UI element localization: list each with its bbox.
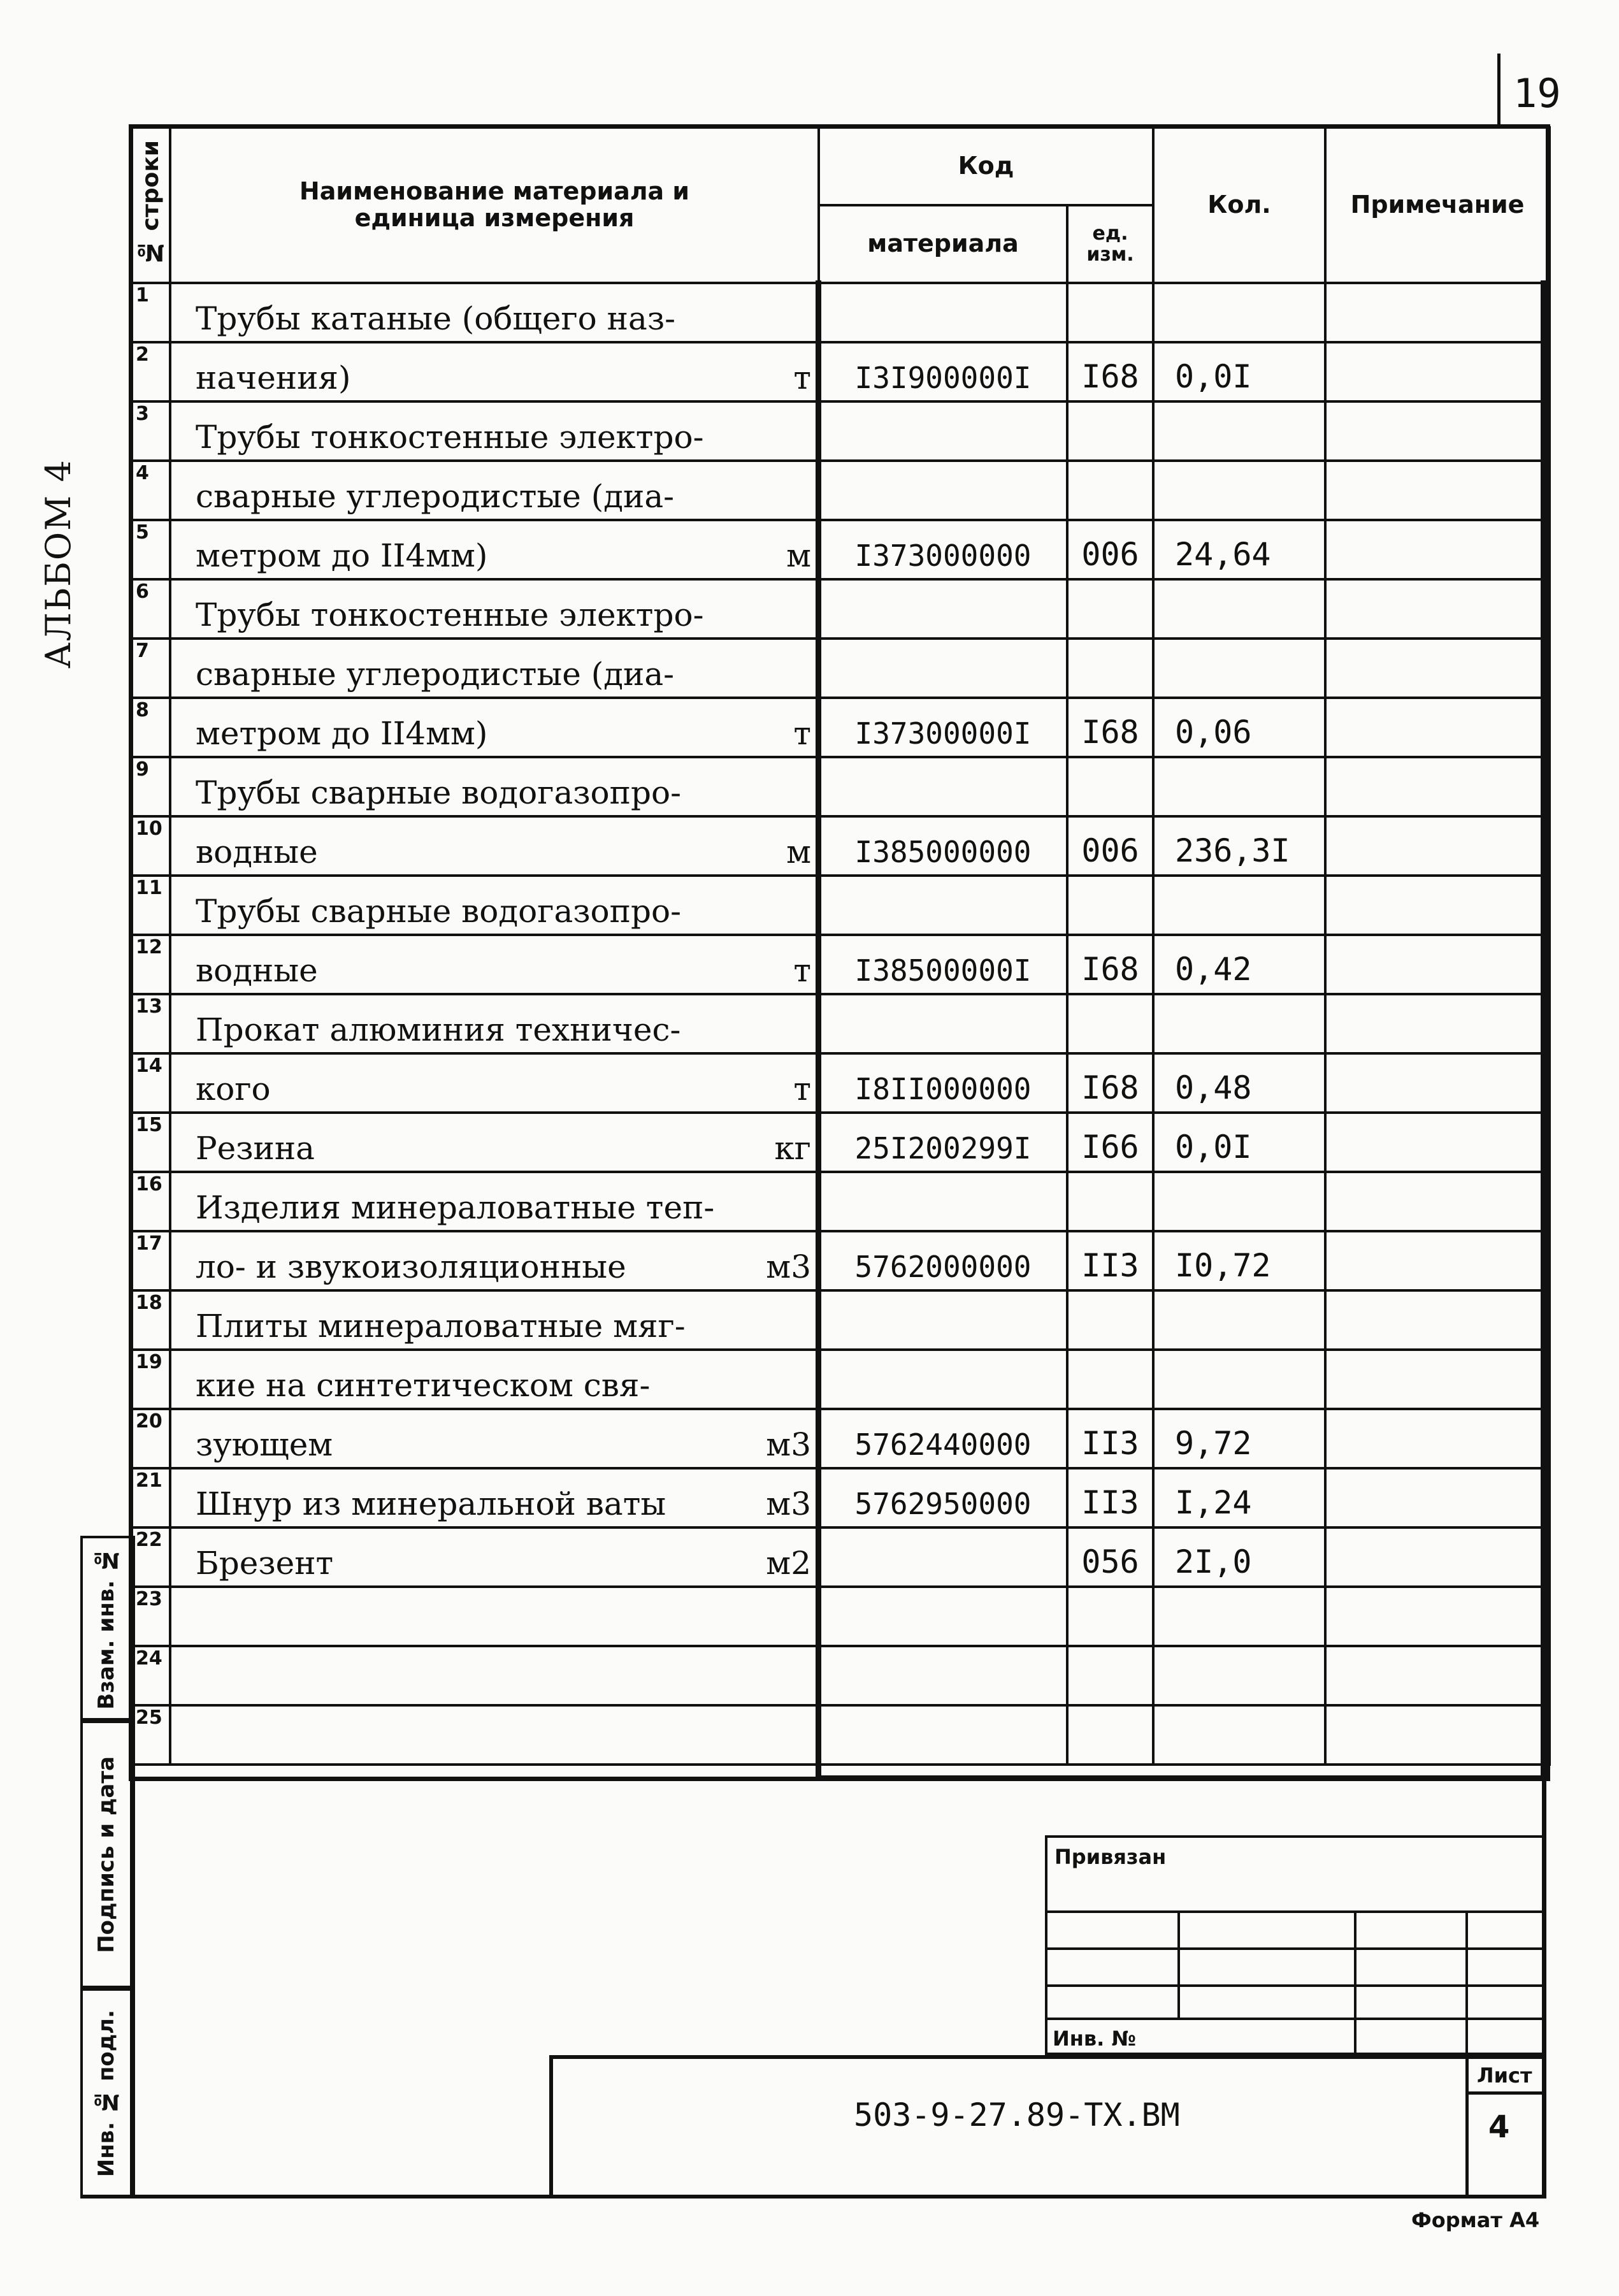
material-unit: т <box>793 952 811 989</box>
page-number: 19 <box>1513 70 1561 117</box>
body-thick-right <box>1541 280 1546 1781</box>
doc-code: 503-9-27.89-ТХ.ВМ <box>854 2097 1180 2134</box>
row-number: 8 <box>132 698 170 757</box>
list-box-mid <box>1465 2091 1543 2095</box>
row-number: 13 <box>132 994 170 1053</box>
stamp-podpis-data: Подпись и дата <box>80 1721 133 1988</box>
privyazan-vline-1 <box>1177 1910 1180 2020</box>
header-code: Код <box>819 127 1153 205</box>
list-label: Лист <box>1477 2063 1532 2088</box>
material-unit: т <box>793 359 811 396</box>
material-unit: кг <box>774 1130 811 1167</box>
material-name: Прокат алюминия техничес- <box>196 1011 681 1048</box>
unit-code: II3 <box>1067 1468 1153 1527</box>
row-number: 19 <box>132 1350 170 1409</box>
album-label: АЛЬБОМ 4 <box>38 459 78 669</box>
unit-code: I68 <box>1067 342 1153 401</box>
header-material-name: Наименование материала и единица измерения <box>170 127 819 283</box>
row-number: 3 <box>132 401 170 461</box>
material-unit: м2 <box>766 1545 811 1582</box>
row-number: 10 <box>132 816 170 876</box>
row-number: 22 <box>132 1527 170 1587</box>
material-name: Резина <box>196 1130 315 1167</box>
material-code: I38500000I <box>819 935 1067 994</box>
row-number: 4 <box>132 461 170 520</box>
material-unit: т <box>793 1071 811 1108</box>
material-name: Шнур из минеральной ваты <box>196 1485 666 1522</box>
material-unit: м3 <box>766 1426 811 1463</box>
material-name: кого <box>196 1071 271 1108</box>
material-name: Плиты минераловатные мяг- <box>196 1308 686 1345</box>
unit-code: 056 <box>1067 1527 1153 1587</box>
row-number: 20 <box>132 1409 170 1468</box>
material-code: I8II000000 <box>819 1053 1067 1113</box>
material-name: ло- и звукоизоляционные <box>196 1248 626 1285</box>
unit-code: I66 <box>1067 1113 1153 1172</box>
quantity: 0,06 <box>1153 698 1325 757</box>
material-name: Брезент <box>196 1545 334 1582</box>
quantity: I,24 <box>1153 1468 1325 1527</box>
header-quantity: Кол. <box>1153 127 1325 283</box>
list-number: 4 <box>1488 2109 1510 2145</box>
privyazan-line-2 <box>1045 1947 1543 1950</box>
material-name: Трубы сварные водогазопро- <box>196 893 681 930</box>
privyazan-line-3 <box>1045 1984 1543 1987</box>
quantity: 2I,0 <box>1153 1527 1325 1587</box>
row-number: 9 <box>132 757 170 816</box>
header-note: Примечание <box>1325 127 1550 283</box>
quantity: 9,72 <box>1153 1409 1325 1468</box>
material-unit: т <box>793 715 811 752</box>
row-number: 7 <box>132 639 170 698</box>
material-code: 5762000000 <box>819 1231 1067 1290</box>
table-outer-frame <box>129 124 1550 1781</box>
row-number: 5 <box>132 520 170 579</box>
quantity: 0,0I <box>1153 342 1325 401</box>
format-label: Формат А4 <box>1411 2208 1540 2232</box>
row-number: 17 <box>132 1231 170 1290</box>
code-column-thick-line <box>816 280 821 1781</box>
material-name: кие на синтетическом свя- <box>196 1367 651 1404</box>
row-number: 2 <box>132 342 170 401</box>
material-code: I373000000 <box>819 520 1067 579</box>
unit-code: I68 <box>1067 935 1153 994</box>
material-name: Трубы сварные водогазопро- <box>196 774 681 811</box>
material-name: Трубы тонкостенные электро- <box>196 596 704 633</box>
material-name: метром до II4мм) <box>196 715 488 752</box>
quantity: 0,48 <box>1153 1053 1325 1113</box>
row-number: 18 <box>132 1290 170 1350</box>
material-name: зующем <box>196 1426 333 1463</box>
quantity: 0,0I <box>1153 1113 1325 1172</box>
unit-code: II3 <box>1067 1409 1153 1468</box>
row-number: 23 <box>132 1587 170 1646</box>
material-code: 25I200299I <box>819 1113 1067 1172</box>
material-code: I385000000 <box>819 816 1067 876</box>
row-number: 11 <box>132 876 170 935</box>
privyazan-vline-2 <box>1354 1910 1356 2055</box>
quantity: 236,3I <box>1153 816 1325 876</box>
material-name: сварные углеродистые (диа- <box>196 656 675 693</box>
row-number: 12 <box>132 935 170 994</box>
material-unit: м <box>786 834 811 870</box>
material-name: водные <box>196 834 318 870</box>
unit-code: 006 <box>1067 816 1153 876</box>
page-frame-left <box>131 1781 134 2199</box>
material-unit: м <box>786 537 811 574</box>
stamp-vzam-inv: Взам. инв. № <box>80 1536 133 1721</box>
material-name: Трубы тонкостенные электро- <box>196 419 704 456</box>
header-code-unit: ед. изм. <box>1067 205 1153 283</box>
material-code: 5762950000 <box>819 1468 1067 1527</box>
stamp-inv-podl: Инв. № подл. <box>80 1988 133 2199</box>
row-number: 14 <box>132 1053 170 1113</box>
material-name: начения) <box>196 359 351 396</box>
header-row-number: № строки <box>132 127 170 283</box>
material-code: I3I900000I <box>819 342 1067 401</box>
row-number: 25 <box>132 1705 170 1765</box>
row-number: 16 <box>132 1172 170 1231</box>
privyazan-line-1 <box>1045 1910 1543 1913</box>
material-name: водные <box>196 952 318 989</box>
material-code: I37300000I <box>819 698 1067 757</box>
unit-code: I68 <box>1067 1053 1153 1113</box>
row-number: 6 <box>132 579 170 639</box>
body-thick-bottom <box>816 1775 1546 1781</box>
quantity: I0,72 <box>1153 1231 1325 1290</box>
privyazan-line-4 <box>1045 2018 1543 2020</box>
material-name: Трубы катаные (общего наз- <box>196 300 675 337</box>
unit-code: 006 <box>1067 520 1153 579</box>
material-unit: м3 <box>766 1248 811 1285</box>
unit-code: I68 <box>1067 698 1153 757</box>
row-number: 1 <box>132 283 170 342</box>
inv-no-label: Инв. № <box>1053 2026 1136 2051</box>
list-box-left <box>1465 2055 1469 2199</box>
material-name: сварные углеродистые (диа- <box>196 478 675 515</box>
row-number: 15 <box>132 1113 170 1172</box>
header-code-material: материала <box>819 205 1067 283</box>
material-unit: м3 <box>766 1485 811 1522</box>
material-name: метром до II4мм) <box>196 537 488 574</box>
row-number: 21 <box>132 1468 170 1527</box>
quantity: 24,64 <box>1153 520 1325 579</box>
quantity: 0,42 <box>1153 935 1325 994</box>
unit-code: II3 <box>1067 1231 1153 1290</box>
privyazan-vline-3 <box>1465 1910 1468 2055</box>
row-number: 24 <box>132 1646 170 1705</box>
material-name: Изделия минераловатные теп- <box>196 1189 715 1226</box>
material-code: 5762440000 <box>819 1409 1067 1468</box>
privyazan-label: Привязан <box>1054 1845 1167 1869</box>
